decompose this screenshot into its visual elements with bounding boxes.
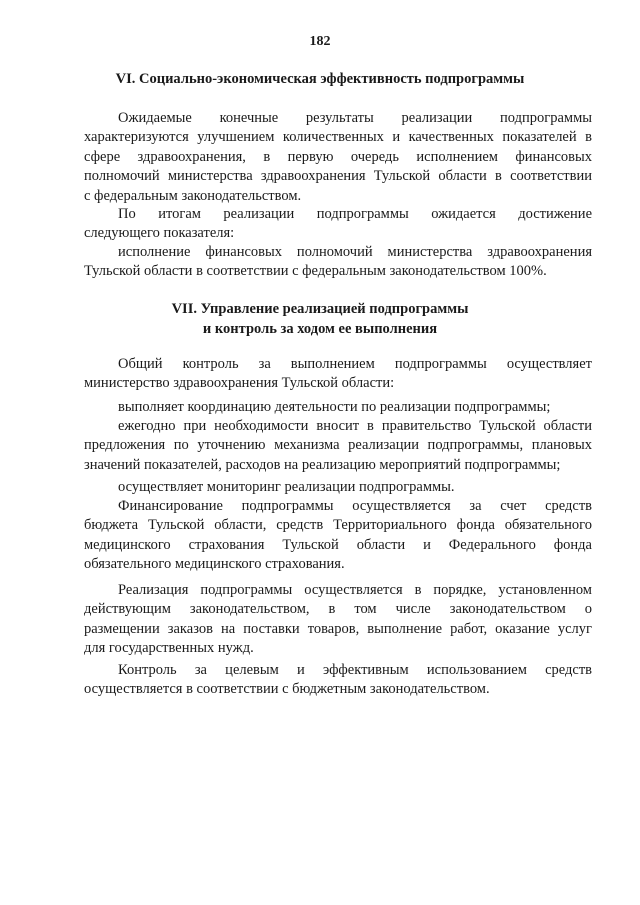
text-line: действующим законодательством, в том числе законодательством о: [84, 601, 592, 618]
paragraph: [84, 205, 592, 244]
text-line: полномочий министерства здравоохранения Тульской области в соответствии: [84, 168, 592, 185]
text-line: ежегодно при необходимости вносит в правительство Тульской области: [118, 418, 592, 434]
text-line: значений показателей, расходов на реализацию мероприятий подпрограммы;: [84, 456, 561, 473]
text-line: размещении заказов на поставки товаров, выполнение работ, оказание услуг: [84, 620, 592, 637]
text-line: с федеральным законодательством.: [84, 187, 302, 204]
paragraph: [84, 398, 592, 417]
section-6-heading: VI. Социально-экономическая эффективность подпрограммы: [115, 71, 525, 87]
paragraph: [84, 109, 592, 206]
text-line: характеризуются улучшением количественных и качественных показателей в: [84, 129, 592, 146]
text-line: По итогам реализации подпрограммы ожидается достижение: [118, 206, 592, 222]
text-line: бюджета Тульской области, средств Территориального фонда обязательного: [84, 517, 592, 534]
text-line: обязательного медицинского страхования.: [84, 556, 345, 573]
text-line: министерство здравоохранения Тульской области:: [84, 375, 395, 392]
text-line: Общий контроль за выполнением подпрограммы осуществляет: [118, 356, 592, 372]
text-line: сфере здравоохранения, в первую очередь исполнением финансовых: [84, 148, 592, 165]
text-line: Финансирование подпрограммы осуществляется за счет средств: [118, 498, 592, 514]
paragraph: [84, 355, 592, 394]
text-line: Ожидаемые конечные результаты реализации подпрограммы: [118, 110, 592, 126]
paragraph: [84, 661, 592, 700]
text-line: Контроль за целевым и эффективным использованием средств: [118, 662, 592, 678]
text-line: осуществляется в соответствии с бюджетным законодательством.: [84, 681, 490, 698]
section-7-heading-line-2: и контроль за ходом ее выполнения: [202, 321, 438, 337]
text-line: следующего показателя:: [84, 225, 235, 242]
text-line: исполнение финансовых полномочий министерства здравоохранения: [118, 244, 592, 260]
text-line: осуществляет мониторинг реализации подпрограммы.: [118, 479, 455, 495]
text-line: Реализация подпрограммы осуществляется в порядке, установленном: [118, 582, 592, 598]
paragraph: [84, 478, 592, 497]
text-line: Тульской области в соответствии с федеральным законодательством 100%.: [84, 263, 547, 280]
paragraph: [84, 243, 592, 282]
paragraph: [84, 417, 592, 475]
page-number: 182: [309, 34, 331, 49]
section-7-heading-line-1: VII. Управление реализацией подпрограммы: [171, 301, 469, 317]
text-line: предложения по уточнению механизма реализации подпрограммы, плановых: [84, 437, 592, 454]
text-line: выполняет координацию деятельности по реализации подпрограммы;: [118, 399, 551, 415]
text-line: медицинского страхования Тульской области и Федерального фонда: [84, 536, 592, 553]
paragraph: [84, 497, 592, 575]
paragraph: [84, 581, 592, 659]
text-line: для государственных нужд.: [84, 640, 254, 657]
